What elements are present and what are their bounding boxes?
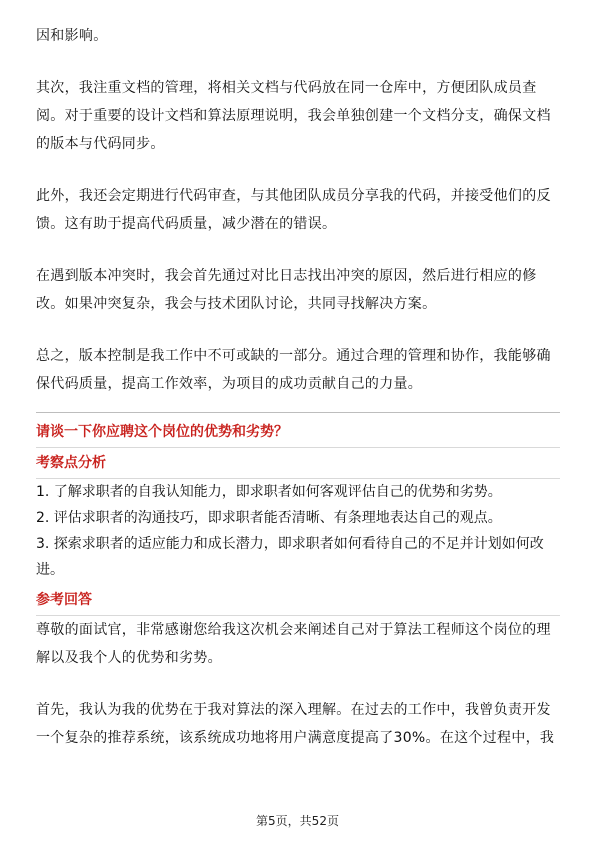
paragraph-continuation: 因和影响。 bbox=[36, 28, 108, 44]
document-page bbox=[36, 22, 560, 752]
paragraph-conflicts: 在遇到版本冲突时，我会首先通过对比日志找出冲突的原因，然后进行相应的修改。如果冲突复杂，我会与技术团队讨论，共同寻找解决方案。 bbox=[36, 268, 537, 312]
analysis-point: 2. 评估求职者的沟通技巧，即求职者能否清晰、有条理地表达自己的观点。 bbox=[36, 510, 502, 526]
question-title: 请谈一下你应聘这个岗位的优势和劣势？ bbox=[36, 419, 560, 448]
paragraph-summary: 总之，版本控制是我工作中不可或缺的一部分。通过合理的管理和协作，我能够确保代码质量，提高工作效率，为项目的成功贡献自己的力量。 bbox=[36, 348, 551, 392]
analysis-heading: 考察点分析 bbox=[36, 450, 560, 479]
analysis-point: 3. 探索求职者的适应能力和成长潜力，即求职者如何看待自己的不足并计划如何改进。 bbox=[36, 536, 544, 578]
page-number: 第5页，共52页 bbox=[256, 814, 339, 828]
section-divider bbox=[36, 412, 560, 413]
answer-heading: 参考回答 bbox=[36, 587, 560, 616]
answer-paragraph: 首先，我认为我的优势在于我对算法的深入理解。在过去的工作中，我曾负责开发一个复杂的推荐系统，该系统成功地将用户满意度提高了30%。在这个过程中，我 bbox=[36, 702, 555, 746]
answer-paragraph: 尊敬的面试官，非常感谢您给我这次机会来阐述自己对于算法工程师这个岗位的理解以及我个人的优势和劣势。 bbox=[36, 622, 551, 666]
paragraph-code-review: 此外，我还会定期进行代码审查，与其他团队成员分享我的代码，并接受他们的反馈。这有助于提高代码质量，减少潜在的错误。 bbox=[36, 188, 551, 232]
analysis-point: 1. 了解求职者的自我认知能力，即求职者如何客观评估自己的优势和劣势。 bbox=[36, 484, 502, 500]
paragraph-documentation: 其次，我注重文档的管理，将相关文档与代码放在同一仓库中，方便团队成员查阅。对于重要的设计文档和算法原理说明，我会单独创建一个文档分支，确保文档的版本与代码同步。 bbox=[36, 80, 551, 152]
